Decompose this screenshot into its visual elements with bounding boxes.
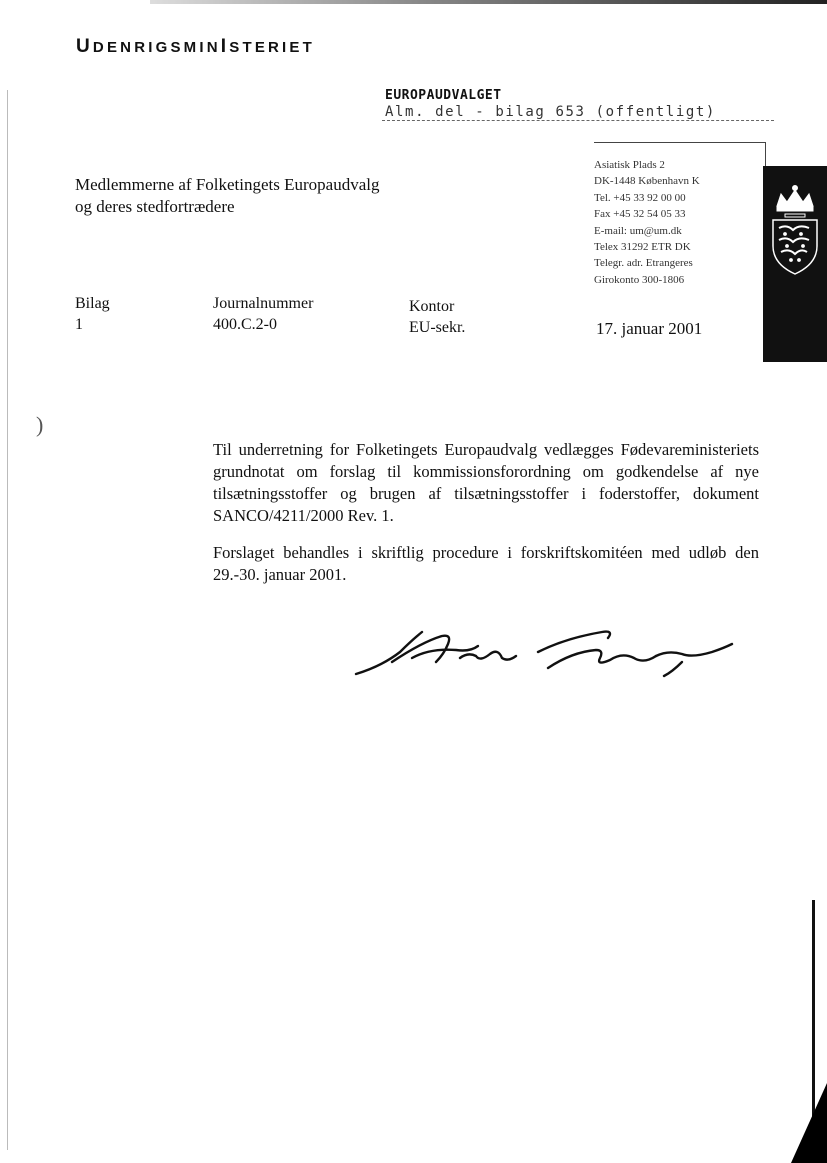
body-paragraph: Forslaget behandles i skriftlig procedure i forskriftskomitéen med udløb den 29.-30. januar 2001. — [213, 543, 759, 584]
address-line: Asiatisk Plads 2 — [594, 159, 665, 171]
scan-left-edge — [7, 90, 8, 1150]
journal-value: 400.C.2-0 — [213, 316, 277, 333]
address-rule-vertical — [765, 142, 766, 168]
scan-mark: ) — [36, 412, 44, 437]
address-line: Tel. +45 33 92 00 00 — [594, 191, 686, 204]
address-line: Girokonto 300-1806 — [594, 273, 685, 286]
ministry-name: UDENRIGSMINISTERIET — [76, 36, 315, 57]
body-paragraph: Til underretning for Folketingets Europaudvalg vedlægges Fødevareministeriets grundnotat om forslag til kommissionsforordning om godkendelse af nye tilsætningsstoffer og brugen af tilsætningsstoffer i foderstoffer, dokument SANCO/4211/2000 Rev. 1. — [213, 440, 759, 525]
recipient-line: Medlemmerne af Folketingets Europaudvalg — [75, 175, 380, 194]
signature-icon — [352, 622, 737, 682]
royal-crest-icon — [763, 176, 827, 296]
address-line: Fax +45 32 54 05 33 — [594, 208, 686, 221]
committee-stamp: EUROPAUDVALGET — [385, 88, 502, 103]
scan-corner-shadow — [791, 1083, 827, 1163]
crest-panel — [763, 166, 827, 362]
reference-underline — [382, 120, 774, 121]
kontor-field — [409, 296, 465, 338]
letter-body — [213, 439, 759, 601]
address-line: Telex 31292 ETR DK — [594, 241, 691, 254]
bilag-label: Bilag — [75, 295, 110, 312]
journal-label: Journalnummer — [213, 295, 314, 312]
address-line: E-mail: um@um.dk — [594, 224, 682, 237]
letter-date: 17. januar 2001 — [596, 319, 703, 338]
address-line: DK-1448 København K — [594, 175, 700, 188]
kontor-label: Kontor — [409, 298, 455, 315]
bilag-field — [75, 293, 110, 335]
bilag-value: 1 — [75, 316, 83, 333]
scan-top-edge — [150, 0, 827, 4]
address-rule — [594, 142, 766, 143]
reference-stamp: Alm. del - bilag 653 (offentligt) — [385, 104, 716, 120]
recipient-block — [75, 174, 380, 218]
sender-address — [594, 157, 700, 288]
kontor-value: EU-sekr. — [409, 319, 466, 336]
recipient-line: og deres stedfortrædere — [75, 197, 235, 216]
journal-field — [213, 293, 313, 335]
address-line: Telegr. adr. Etrangeres — [594, 257, 693, 270]
